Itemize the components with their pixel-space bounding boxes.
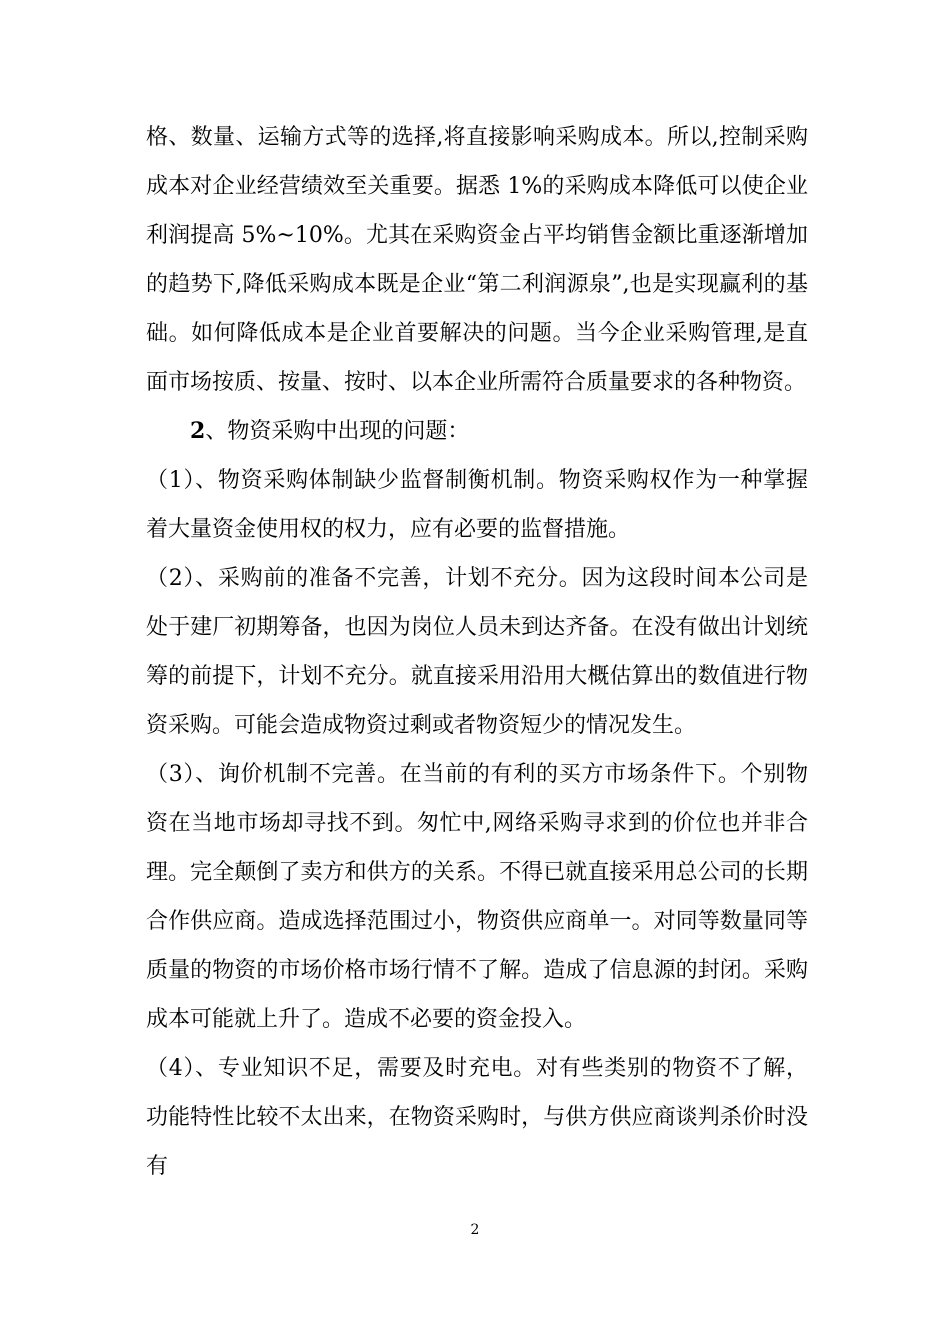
body-text <box>146 113 808 1191</box>
list-item-3: （3）、询价机制不完善。在当前的有利的买方市场条件下。个别物资在当地市场却寻找不到。匆忙中,网络采购寻求到的价位也并非合理。完全颠倒了卖方和供方的关系。不得已就直接采用总公司的长期合作供应商。造成选择范围过小，物资供应商单一。对同等数量同等质量的物资的市场价格市场行情不了解。造成了信息源的封闭。采购成本可能就上升了。造成不必要的资金投入。 <box>146 762 808 1032</box>
list-item-2: （2）、采购前的准备不完善，计划不充分。因为这段时间本公司是处于建厂初期筹备，也因为岗位人员未到达齐备。在没有做出计划统筹的前提下，计划不充分。就直接采用沿用大概估算出的数值进行物资采购。可能会造成物资过剩或者物资短少的情况发生。 <box>146 566 808 738</box>
intro-paragraph: 格、数量、运输方式等的选择,将直接影响采购成本。所以,控制采购成本对企业经营绩效至关重要。据悉 1%的采购成本降低可以使企业利润提高 5%~10%。尤其在采购资金占平均销售金额比重逐渐增加的趋势下,降低采购成本既是企业“第二利润源泉”,也是实现赢利的基础。如何降低成本是企业首要解决的问题。当今企业采购管理,是直面市场按质、按量、按时、以本企业所需符合质量要求的各种物资。 <box>146 125 808 395</box>
list-item-1: （1）、物资采购体制缺少监督制衡机制。物资采购权作为一种掌握着大量资金使用权的权力，应有必要的监督措施。 <box>146 468 808 542</box>
section-heading <box>146 407 808 456</box>
page-number: 2 <box>470 1222 480 1238</box>
section-title: 、物资采购中出现的问题： <box>205 419 470 444</box>
section-number: 2 <box>190 418 206 444</box>
list-item-4: （4）、专业知识不足，需要及时充电。对有些类别的物资不了解，功能特性比较不太出来，在物资采购时，与供方供应商谈判杀价时没有 <box>146 1056 808 1179</box>
